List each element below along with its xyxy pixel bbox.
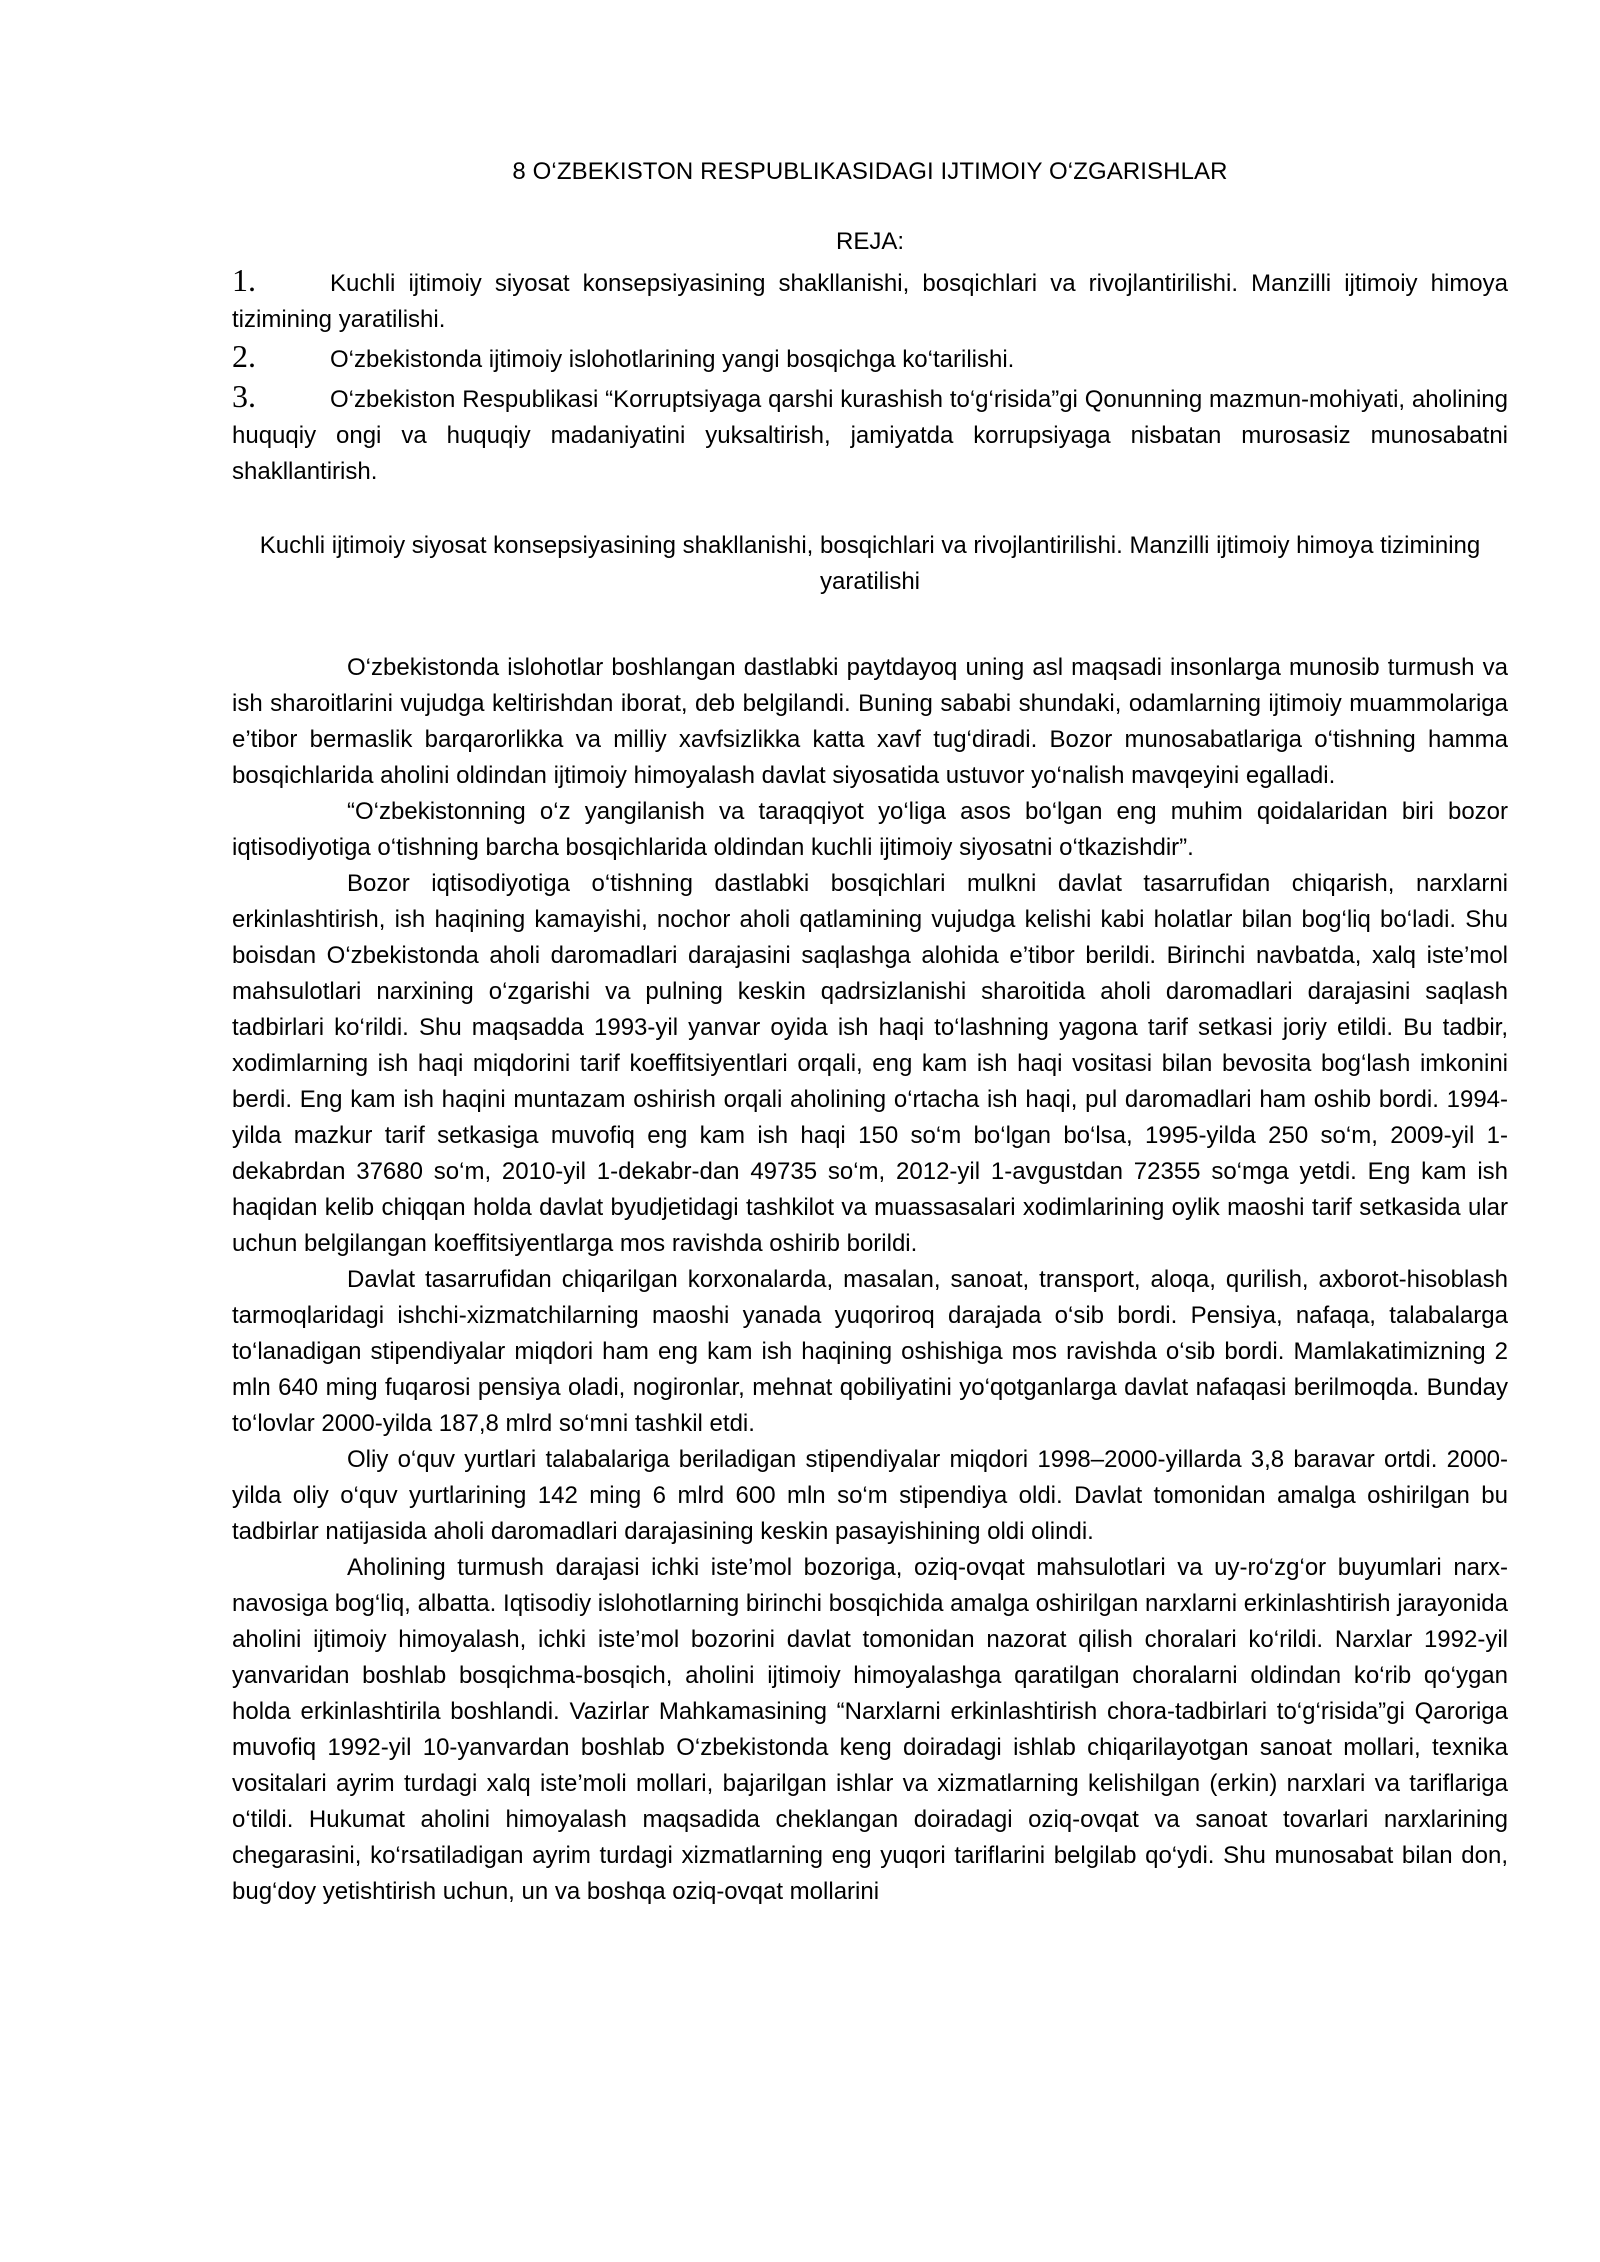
document-title: 8 O‘ZBEKISTON RESPUBLIKASIDAGI IJTIMOIY O‘ZGARISHLAR (512, 158, 1228, 185)
plan-item-number: 2. (232, 338, 256, 374)
section-heading: Kuchli ijtimoiy siyosat konsepsiyasining shakllanishi, bosqichlari va rivojlantirilishi. Manzilli ijtimoiy himoya tizimining yaratilishi (259, 532, 1481, 595)
plan-item-text: Kuchli ijtimoiy siyosat konsepsiyasining shakllanishi, bosqichlari va rivojlantirilishi. Manzilli ijtimoiy himoya tizimining yaratilishi. (232, 270, 1508, 333)
plan-item-text: O‘zbekistonda ijtimoiy islohotlarining yangi bosqichga ko‘tarilishi. (330, 346, 1015, 373)
body-paragraph: Aholining turmush darajasi ichki iste’mol bozoriga, oziq-ovqat mahsulotlari va uy-ro‘zg‘or buyumlari narx-navosiga bog‘liq, albatta. Iqtisodiy islohotlarning birinchi bosqichida amalga oshirilgan narxlarni erkinlashtirish jarayonida aholini ijtimoiy himoyalash, ichki iste’mol bozorini davlat tomonidan nazorat qilish choralari ko‘rildi. Narxlar 1992-yil yanvaridan boshlab bosqichma-bosqich, aholini ijtimoiy himoyalashga qaratilgan choralarni oldindan ko‘rib qo‘ygan holda erkinlashtirila boshlandi. Vazirlar Mahkamasining “Narxlarni erkinlashtirish chora-tadbirlari to‘g‘risida”gi Qaroriga muvofiq 1992-yil 10-yanvardan boshlab O‘zbekistonda keng doiradagi ishlab chiqarilayotgan sanoat mollari, texnika vositalari ayrim turdagi xalq iste’moli mollari, bajarilgan ishlar va xizmatlarning kelishilgan (erkin) narxlari va tariflariga o‘tildi. Hukumat aholini himoyalash maqsadida cheklangan doiradagi oziq-ovqat va sanoat tovarlari narxlarining chegarasini, ko‘rsatiladigan ayrim turdagi xizmatlarning eng yuqori tariflarini belgilab qo‘ydi. Shu munosabat bilan don, bug‘doy yetishtirish uchun, un va boshqa oziq-ovqat mollarini (232, 1554, 1508, 1905)
plan-item (232, 262, 1508, 338)
body-paragraph: Oliy o‘quv yurtlari talabalariga beriladigan stipendiyalar miqdori 1998–2000-yillarda 3,8 baravar ortdi. 2000-yilda oliy o‘quv yurtlarining 142 ming 6 mlrd 600 mln so‘m stipendiya oldi. Davlat tomonidan amalga oshirilgan bu tadbirlar natijasida aholi daromadlari darajasining keskin pasayishining oldi olindi. (232, 1446, 1508, 1545)
plan-item (232, 378, 1508, 490)
body-paragraph: Bozor iqtisodiyotiga o‘tishning dastlabki bosqichlari mulkni davlat tasarrufidan chiqarish, narxlarni erkinlashtirish, ish haqining kamayishi, nochor aholi qatlamining vujudga kelishi kabi holatlar bilan bog‘liq bo‘ladi. Shu boisdan O‘zbekistonda aholi daromadlari darajasini saqlashga alohida e’tibor berildi. Birinchi navbatda, xalq iste’mol mahsulotlari narxining o‘zgarishi va pulning keskin qadrsizlanishi sharoitida aholi daromadlari darajasini saqlash tadbirlari ko‘rildi. Shu maqsadda 1993-yil yanvar oyida ish haqi to‘lashning yagona tarif setkasi joriy etildi. Bu tadbir, xodimlarning ish haqi miqdorini tarif koeffitsiyentlari orqali, eng kam ish haqi vositasi bilan bevosita bog‘lash imkonini berdi. Eng kam ish haqini muntazam oshirish orqali aholining o‘rtacha ish haqi, pul daromadlari ham oshib bordi. 1994-yilda mazkur tarif setkasiga muvofiq eng kam ish haqi 150 so‘m bo‘lgan bo‘lsa, 1995-yilda 250 so‘m, 2009-yil 1-dekabrdan 37680 so‘m, 2010-yil 1-dekabr-dan 49735 so‘m, 2012-yil 1-avgustdan 72355 so‘mga yetdi. Eng kam ish haqidan kelib chiqqan holda davlat byudjetidagi tashkilot va muassasalari xodimlarining oylik maoshi tarif setkasida ular uchun belgilangan koeffitsiyentlarga mos ravishda oshirib borildi. (232, 870, 1508, 1257)
body-paragraph: “O‘zbekistonning o‘z yangilanish va taraqqiyot yo‘liga asos bo‘lgan eng muhim qoidalaridan biri bozor iqtisodiyotiga o‘tishning barcha bosqichlarida oldindan kuchli ijtimoiy siyosatni o‘tkazishdir”. (232, 798, 1508, 861)
body-text (232, 650, 1508, 1910)
plan-item-number: 3. (232, 378, 256, 414)
body-paragraph: Davlat tasarrufidan chiqarilgan korxonalarda, masalan, sanoat, transport, aloqa, qurilish, axborot-hisoblash tarmoqlaridagi ishchi-xizmatchilarning maoshi yanada yuqoriroq darajada o‘sib bordi. Pensiya, nafaqa, talabalarga to‘lanadigan stipendiyalar miqdori ham eng kam ish haqining oshishiga mos ravishda o‘sib bordi. Mamlakatimizning 2 mln 640 ming fuqarosi pensiya oladi, nogironlar, mehnat qobiliyatini yo‘qotganlarga davlat nafaqasi berilmoqda. Bunday to‘lovlar 2000-yilda 187,8 mlrd so‘mni tashkil etdi. (232, 1266, 1508, 1437)
plan-item (232, 338, 1508, 378)
plan-item-text: O‘zbekiston Respublikasi “Korruptsiyaga qarshi kurashish to‘g‘risida”gi Qonunning mazmun-mohiyati, aholining huquqiy ongi va huquqiy madaniyatini yuksaltirish, jamiyatda korrupsiyaga nisbatan murosasiz munosabatni shakllantirish. (232, 386, 1508, 485)
plan-item-number: 1. (232, 262, 256, 298)
plan-label: REJA: (835, 228, 904, 255)
body-paragraph: O‘zbekistonda islohotlar boshlangan dastlabki paytdayoq uning asl maqsadi insonlarga munosib turmush va ish sharoitlarini vujudga keltirishdan iborat, deb belgilandi. Buning sababi shundaki, odamlarning ijtimoiy muammolariga e’tibor bermaslik barqarorlikka va milliy xavfsizlikka katta xavf tug‘diradi. Bozor munosabatlariga o‘tishning hamma bosqichlarida aholini oldindan ijtimoiy himoyalash davlat siyosatida ustuvor yo‘nalish mavqeyini egalladi. (232, 654, 1508, 789)
plan-list (232, 262, 1508, 490)
